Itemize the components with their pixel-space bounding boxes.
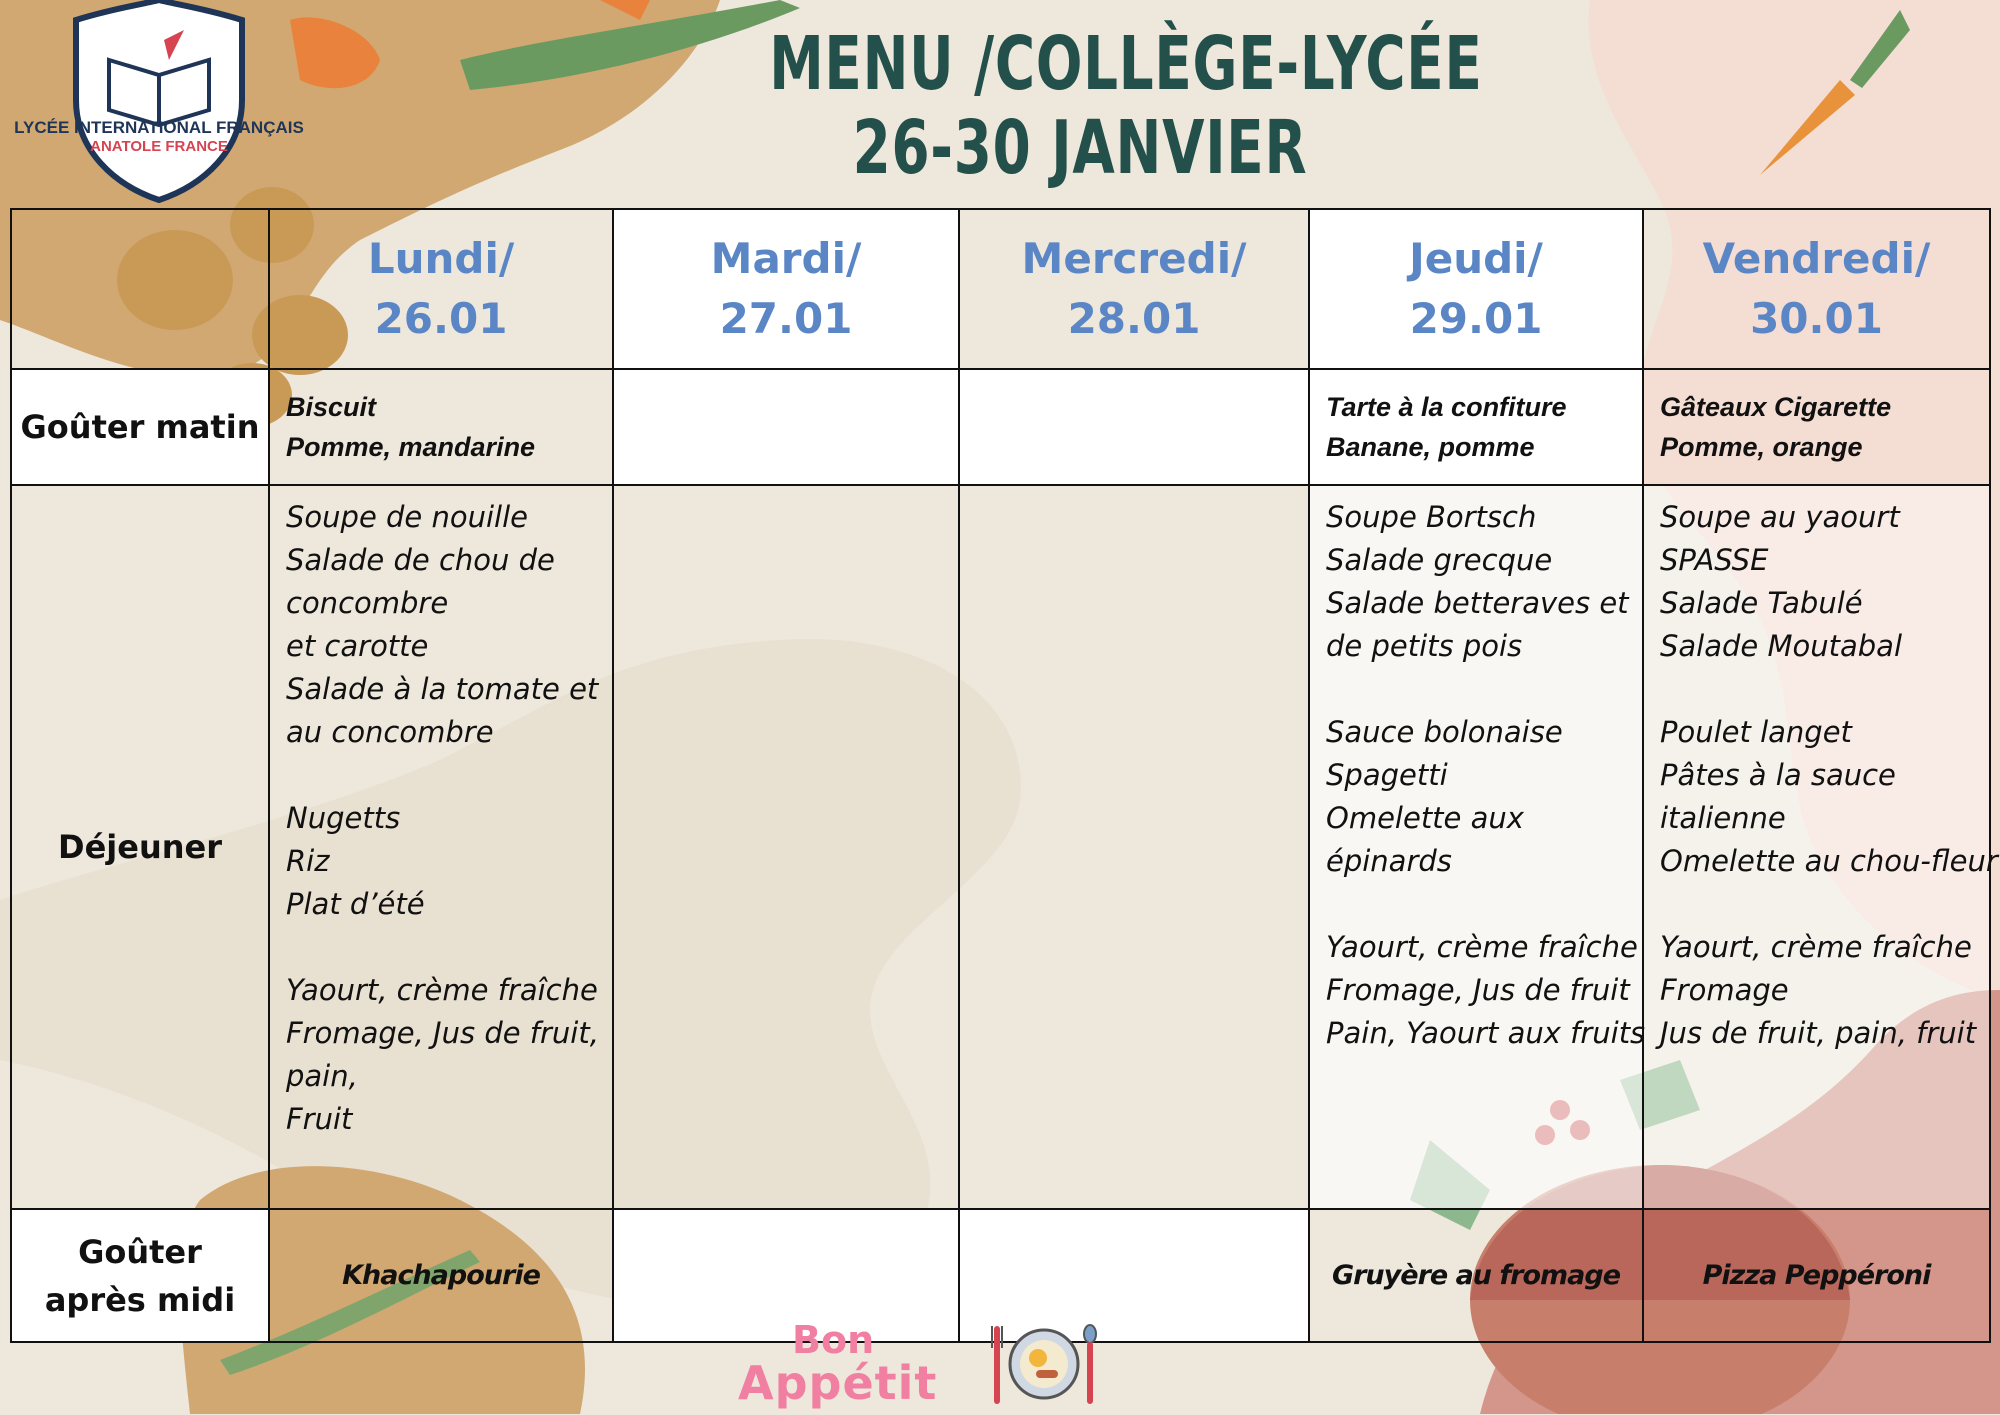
day-header-thursday: Jeudi/ 29.01 [1309,209,1643,369]
bon-appetit-logo [728,1318,946,1414]
title-line2: 26-30 JANVIER [852,105,1308,191]
lunch-item [1326,883,1630,926]
morning-snack-monday: Biscuit Pomme, mandarine [269,369,613,485]
lunch-item: pain, [286,1059,358,1093]
lunch-item: Fromage, Jus de fruit [1326,973,1630,1007]
row-label-morning-snack: Goûter matin [11,369,269,485]
lunch-tuesday [613,485,959,1209]
lunch-item: au concombre [286,715,494,749]
afternoon-snack-friday: Pizza Peppéroni [1643,1209,1990,1342]
day-header-tuesday: Mardi/ 27.01 [613,209,959,369]
lunch-item [286,754,600,797]
lunch-item: et carotte [286,629,429,663]
logo-line1: LYCÉE INTERNATIONAL FRANÇAIS [14,118,304,137]
header-row [11,209,1990,369]
morning-snack-row [11,369,1990,485]
lunch-item: Soupe Bortsch [1326,500,1537,534]
lunch-item: Jus de fruit, pain, fruit [1660,1016,1977,1050]
lunch-item: épinards [1326,844,1452,878]
header-corner-cell [11,209,269,369]
bon-text: Bon [792,1318,875,1362]
lunch-thursday [1309,485,1646,1209]
lunch-item: Fromage, Jus de fruit, [286,1016,599,1050]
lunch-item: Plat d’été [286,887,425,921]
lunch-item: italienne [1660,801,1786,835]
lunch-monday-list [286,496,600,1141]
lunch-item: Nugetts [286,801,401,835]
lunch-item: Yaourt, crème fraîche [1660,930,1972,964]
lunch-friday [1643,485,1998,1209]
lunch-item: Yaourt, crème fraîche [286,973,598,1007]
morning-snack-wednesday [959,369,1309,485]
lunch-item: Pain, Yaourt aux fruits [1326,1016,1646,1050]
lunch-item: Soupe de nouille [286,500,528,534]
lunch-thursday-list [1326,496,1646,1055]
row-label-afternoon-snack: Goûter après midi [11,1209,269,1342]
morning-snack-friday: Gâteaux Cigarette Pomme, orange [1643,369,1990,485]
menu-table [10,208,1998,1343]
school-logo [14,0,304,205]
lunch-item: Salade grecque [1326,543,1553,577]
lunch-item [286,926,600,969]
shield-logo-icon [14,0,304,205]
lunch-item: Salade Moutabal [1660,629,1902,663]
afternoon-snack-monday: Khachapourie [269,1209,613,1342]
lunch-wednesday [959,485,1309,1209]
lunch-item: Riz [286,844,330,878]
lunch-item: Pâtes à la sauce [1660,758,1896,792]
lunch-item [1660,883,1977,926]
lunch-item: Salade de chou de [286,543,555,577]
page-title [769,21,1483,191]
lunch-item: Soupe au yaourt [1660,500,1900,534]
morning-snack-thursday: Tarte à la confiture Banane, pomme [1309,369,1643,485]
title-line1: MENU /COLLÈGE-LYCÉE [769,21,1483,107]
lunch-item: Fruit [286,1102,353,1136]
lunch-item: Omelette aux [1326,801,1524,835]
lunch-item: Poulet langet [1660,715,1852,749]
day-header-wednesday: Mercredi/ 28.01 [959,209,1309,369]
afternoon-snack-thursday: Gruyère au fromage [1309,1209,1643,1342]
lunch-item: Salade à la tomate et [286,672,599,706]
lunch-item: Sauce bolonaise [1326,715,1563,749]
row-label-lunch: Déjeuner [11,485,269,1209]
lunch-friday-list [1660,496,1998,1055]
morning-snack-tuesday [613,369,959,485]
plate-cutlery-icon [990,1318,1100,1410]
lunch-row [11,485,1990,1209]
lunch-item [1326,668,1630,711]
lunch-item: Fromage [1660,973,1789,1007]
logo-line2: ANATOLE FRANCE [90,138,228,155]
lunch-item: Yaourt, crème fraîche [1326,930,1638,964]
lunch-item: Salade betteraves et [1326,586,1629,620]
day-header-friday: Vendredi/ 30.01 [1643,209,1990,369]
day-header-monday: Lundi/ 26.01 [269,209,613,369]
lunch-item: SPASSE [1660,543,1769,577]
lunch-item [1660,668,1977,711]
lunch-monday [269,485,613,1209]
lunch-item: Salade Tabulé [1660,586,1863,620]
lunch-item: Omelette au chou-fleur [1660,844,1998,878]
lunch-item: concombre [286,586,449,620]
appetit-text: Appétit [738,1356,938,1410]
lunch-item: de petits pois [1326,629,1523,663]
lunch-item: Spagetti [1326,758,1448,792]
